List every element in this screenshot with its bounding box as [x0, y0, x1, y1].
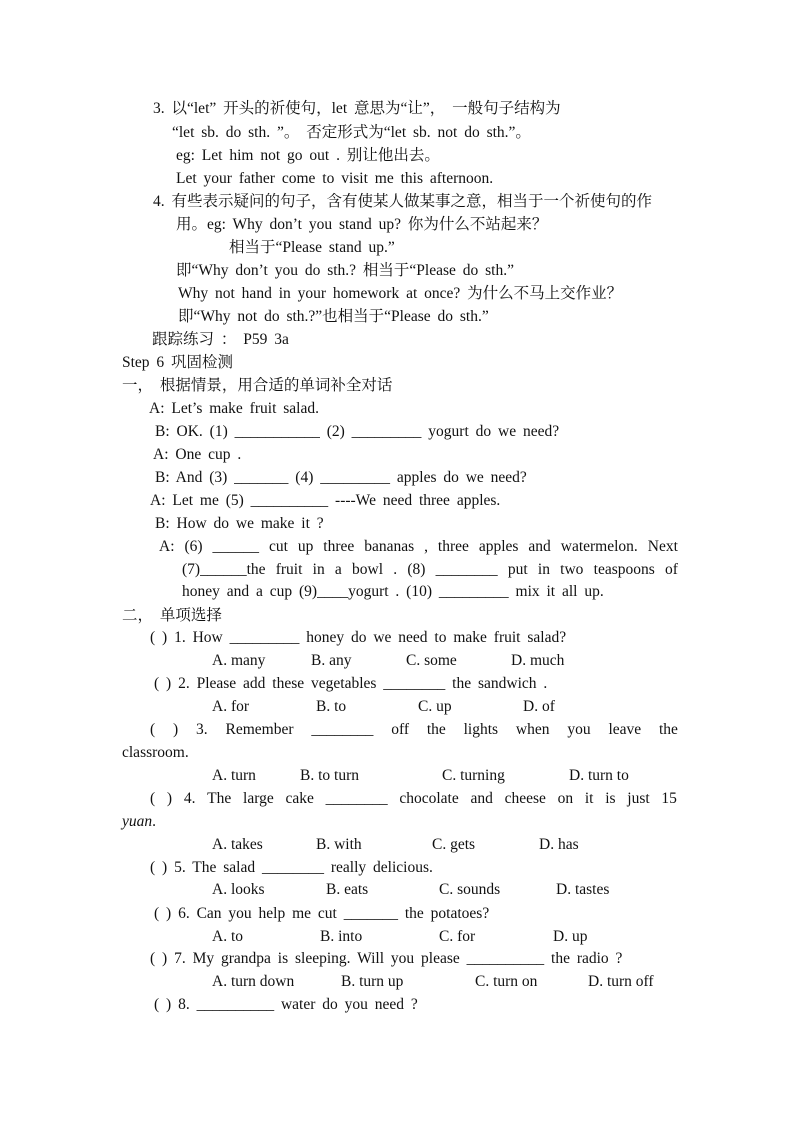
note-4-line-5: Why not hand in your homework at once? 为什么不马上交作业？: [178, 285, 623, 302]
note-4-line-3: 相当于“Please stand up.”: [229, 239, 395, 256]
note-4-line-1: 4. 有些表示疑问的句子，含有使某人做某事之意，相当于一个祈使句的作: [153, 193, 653, 210]
dialogue-line-5: A: Let me (5) __________ ----We need three apples.: [150, 492, 501, 509]
q2-option-b: B. to: [316, 698, 347, 715]
q6-option-a: A. to: [212, 928, 243, 945]
dialogue-line-7: A: (6) ______ cut up three bananas , three apples and watermelon. Next: [159, 538, 678, 555]
note-3-line-1: 3. 以“let” 开头的祈使句，let 意思为“让”， 一般句子结构为: [153, 100, 561, 117]
q7-option-c: C. turn on: [475, 973, 538, 990]
q1-option-b: B. any: [311, 652, 352, 669]
note-3-line-4: Let your father come to visit me this afternoon.: [176, 170, 494, 187]
question-4-stem: ( ) 4. The large cake ________ chocolate and cheese on it is just 15: [150, 790, 677, 807]
dialogue-line-6: B: How do we make it ?: [155, 515, 324, 532]
note-4-line-4: 即“Why don’t you do sth.? 相当于“Please do sth.”: [176, 262, 514, 279]
dialogue-line-3: A: One cup .: [153, 446, 242, 463]
q5-option-a: A. looks: [212, 881, 265, 898]
q5-option-b: B. eats: [326, 881, 369, 898]
q2-option-a: A. for: [212, 698, 250, 715]
q2-option-d: D. of: [523, 698, 555, 715]
q4-option-a: A. takes: [212, 836, 263, 853]
q4-option-b: B. with: [316, 836, 362, 853]
question-1-stem: ( ) 1. How _________ honey do we need to make fruit salad?: [150, 629, 567, 646]
note-3-line-2: “let sb. do sth. ”。 否定形式为“let sb. not do sth.”。: [172, 124, 531, 141]
question-3-stem: ( ) 3. Remember ________ off the lights when you leave the: [150, 721, 678, 738]
dialogue-line-1: A: Let’s make fruit salad.: [149, 400, 319, 417]
q5-option-d: D. tastes: [556, 881, 610, 898]
q7-option-a: A. turn down: [212, 973, 295, 990]
q1-option-a: A. many: [212, 652, 266, 669]
q6-option-d: D. up: [553, 928, 588, 945]
q4-option-d: D. has: [539, 836, 579, 853]
q5-option-c: C. sounds: [439, 881, 501, 898]
q3-option-a: A. turn: [212, 767, 256, 784]
question-4-continuation: yuan.: [122, 813, 157, 830]
dialogue-line-4: B: And (3) _______ (4) _________ apples do we need?: [155, 469, 527, 486]
practice-reference: 跟踪练习 ： P59 3a: [152, 331, 289, 348]
question-8-stem: ( ) 8. __________ water do you need ?: [154, 996, 418, 1013]
question-3-continuation: classroom.: [122, 744, 189, 761]
q1-option-d: D. much: [511, 652, 565, 669]
q6-option-c: C. for: [439, 928, 476, 945]
note-4-line-6: 即“Why not do sth.?”也相当于“Please do sth.”: [178, 308, 489, 325]
q7-option-d: D. turn off: [588, 973, 654, 990]
dialogue-line-8: (7)______the fruit in a bowl . (8) ________ put in two teaspoons of: [182, 561, 678, 578]
question-7-stem: ( ) 7. My grandpa is sleeping. Will you please __________ the radio ?: [150, 950, 623, 967]
question-6-stem: ( ) 6. Can you help me cut _______ the potatoes?: [154, 905, 490, 922]
note-4-line-2: 用。eg: Why don’t you stand up? 你为什么不站起来？: [176, 216, 548, 233]
dialogue-line-2: B: OK. (1) ___________ (2) _________ yogurt do we need?: [155, 423, 560, 440]
question-5-stem: ( ) 5. The salad ________ really delicious.: [150, 859, 433, 876]
q7-option-b: B. turn up: [341, 973, 404, 990]
q3-option-c: C. turning: [442, 767, 505, 784]
q3-option-d: D. turn to: [569, 767, 629, 784]
part1-heading: 一， 根据情景，用合适的单词补全对话: [122, 377, 393, 394]
dialogue-line-9: honey and a cup (9)____yogurt . (10) _________ mix it all up.: [182, 583, 604, 600]
note-3-line-3: eg: Let him not go out . 别让他出去。: [176, 147, 440, 164]
q3-option-b: B. to turn: [300, 767, 359, 784]
q1-option-c: C. some: [406, 652, 457, 669]
question-2-stem: ( ) 2. Please add these vegetables ________ the sandwich .: [154, 675, 548, 692]
q2-option-c: C. up: [418, 698, 452, 715]
part2-heading: 二， 单项选择: [122, 607, 222, 624]
step6-title: Step 6 巩固检测: [122, 354, 234, 371]
q6-option-b: B. into: [320, 928, 363, 945]
q4-option-c: C. gets: [432, 836, 476, 853]
